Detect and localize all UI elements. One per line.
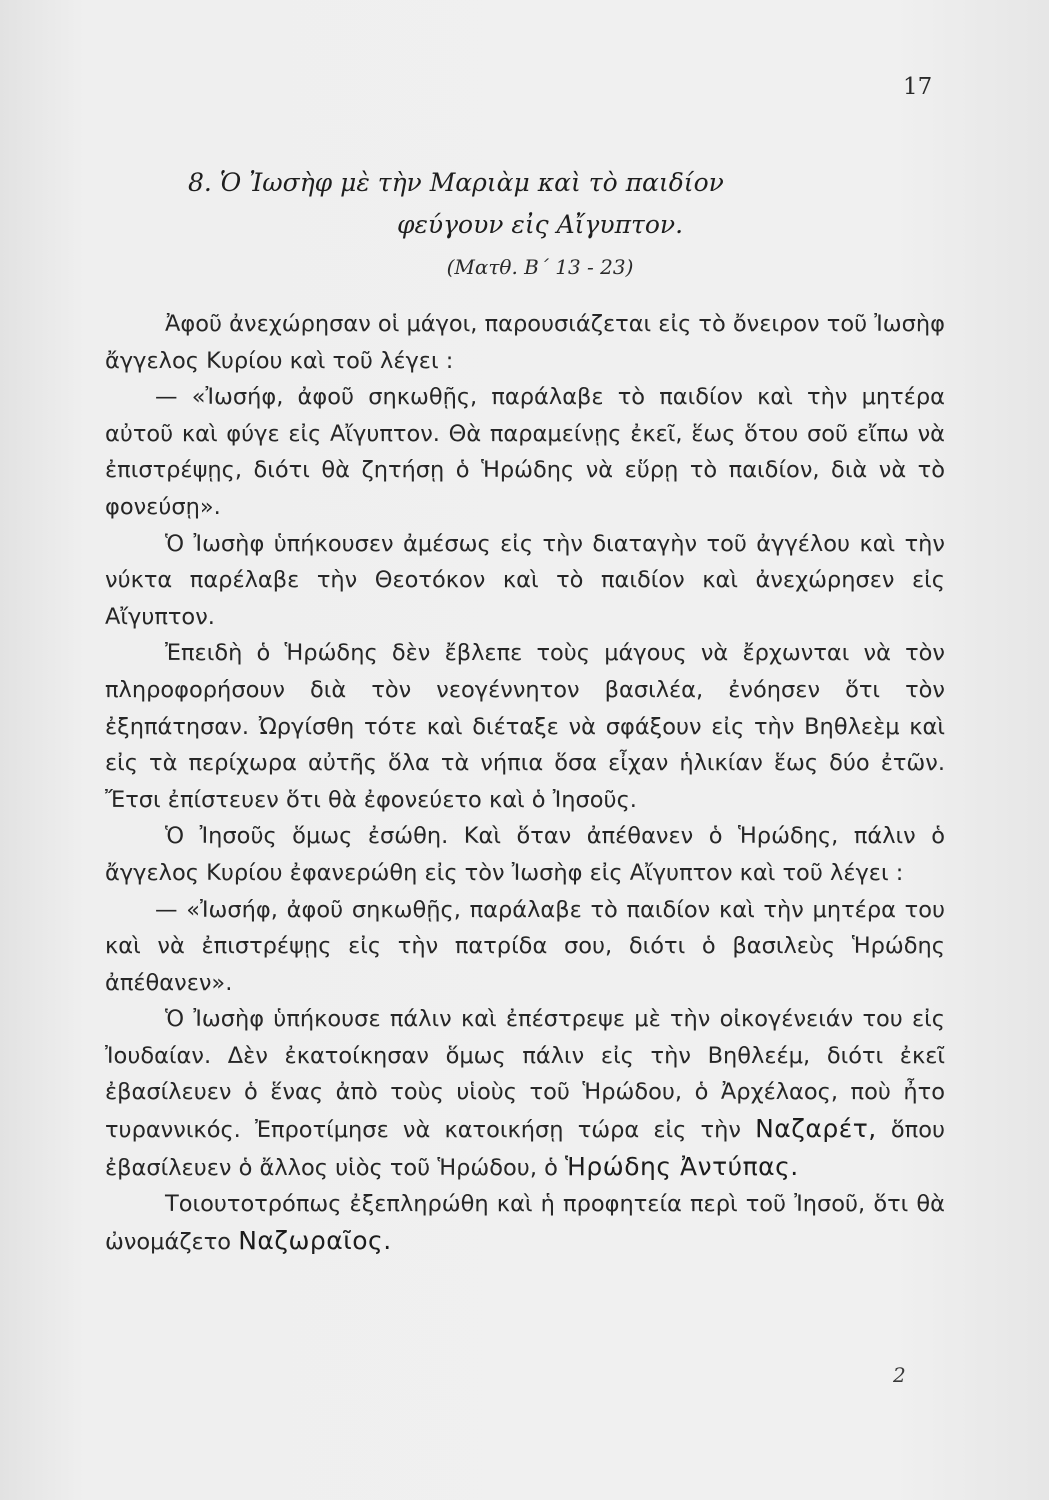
paragraph-7-text-middle: ὅπου ἐβασίλευεν ὁ ἄλλος υἱὸς τοῦ Ἡρώδου, ὁ: [105, 1117, 945, 1181]
paragraph-7: [105, 1001, 945, 1186]
paragraph-4: Ἐπειδὴ ὁ Ἡρώδης δὲν ἔβλεπε τοὺς μάγους νὰ ἔρχωνται νὰ τὸν πληροφορήσουν διὰ τὸν νεογέννητον βασιλέα, ἐνόησεν ὅτι τὸν ἐξηπάτησαν. Ὠργίσθη τότε καὶ διέταξε νὰ σφάξουν εἰς τὴν Βηθλεὲμ καὶ εἰς τὰ περίχωρα αὐτῆς ὅλα τὰ νήπια ὅσα εἶχαν ἡλικίαν ἕως δύο ἐτῶν. Ἔτσι ἐπίστευεν ὅτι θὰ ἐφονεύετο καὶ ὁ Ἰησοῦς.: [105, 640, 945, 813]
paragraph-6-angel-speech: — «Ἰωσήφ, ἀφοῦ σηκωθῇς, παράλαβε τὸ παιδίον καὶ τὴν μητέρα του καὶ νὰ ἐπιστρέψῃς εἰς τὴν πατρίδα σου, διότι ὁ βασιλεὺς Ἡρώδης ἀπέθανεν».: [105, 896, 945, 996]
scripture-reference: (Ματθ. Β΄ 13 - 23): [446, 255, 634, 279]
chapter-title-line-2: φεύγουν εἰς Αἴγυπτον.: [396, 210, 684, 239]
paragraph-1: Ἀφοῦ ἀνεχώρησαν οἱ μάγοι, παρουσιάζεται εἰς τὸ ὄνειρον τοῦ Ἰωσὴφ ἄγγελος Κυρίου καὶ τοῦ λέγει :: [105, 311, 946, 374]
name-nazarene: Ναζωραῖος.: [238, 1225, 392, 1255]
chapter-body: [105, 306, 945, 1260]
paragraph-8-text-start: Τοιουτοτρόπως ἐξεπληρώθη καὶ ἡ προφητεία περὶ τοῦ Ἰησοῦ, ὅτι θὰ ὠνομάζετο: [105, 1191, 945, 1255]
paragraph-8: [105, 1186, 945, 1260]
king-name-herod-antipas: Ἡρώδης Ἀντύπας.: [565, 1151, 799, 1181]
paragraph-2-angel-speech: — «Ἰωσήφ, ἀφοῦ σηκωθῇς, παράλαβε τὸ παιδίον καὶ τὴν μητέρα αὐτοῦ καὶ φύγε εἰς Αἴγυπτον. Θὰ παραμείνῃς ἐκεῖ, ἕως ὅτου σοῦ εἴπω νὰ ἐπιστρέψῃς, διότι θὰ ζητήσῃ ὁ Ἡρώδης νὰ εὕρῃ τὸ παιδίον, διὰ νὰ τὸ φονεύσῃ».: [105, 384, 945, 520]
paragraph-5: Ὁ Ἰησοῦς ὅμως ἐσώθη. Καὶ ὅταν ἀπέθανεν ὁ Ἡρώδης, πάλιν ὁ ἄγγελος Κυρίου ἐφανερώθη εἰς τὸν Ἰωσὴφ εἰς Αἴγυπτον καὶ τοῦ λέγει :: [105, 823, 945, 886]
paragraph-3: Ὁ Ἰωσὴφ ὑπήκουσεν ἀμέσως εἰς τὴν διαταγὴν τοῦ ἀγγέλου καὶ τὴν νύκτα παρέλαβε τὴν Θεοτόκον καὶ τὸ παιδίον καὶ ἀνεχώρησεν εἰς Αἴγυπτον.: [105, 530, 945, 630]
page-number: 17: [903, 74, 933, 100]
paragraph-7-text-start: Ὁ Ἰωσὴφ ὑπήκουσε πάλιν καὶ ἐπέστρεψε μὲ τὴν οἰκογένειάν του εἰς Ἰουδαίαν. Δὲν ἐκατοίκησαν ὅμως πάλιν εἰς τὴν Βηθλεέμ, διότι ἐκεῖ ἐβασίλευεν ὁ ἕνας ἀπὸ τοὺς υἱοὺς τοῦ Ἡρώδου, ὁ Ἀρχέλαος, ποὺ ἦτο τυραννικός. Ἐπροτίμησε νὰ κατοικήσῃ τώρα εἰς τὴν: [105, 1006, 945, 1144]
chapter-title-line-1: 8. Ὁ Ἰωσὴφ μὲ τὴν Μαριὰμ καὶ τὸ παιδίον: [188, 168, 724, 197]
printer-signature-mark: 2: [893, 1363, 906, 1387]
place-name-nazareth: Ναζαρέτ,: [755, 1114, 877, 1144]
